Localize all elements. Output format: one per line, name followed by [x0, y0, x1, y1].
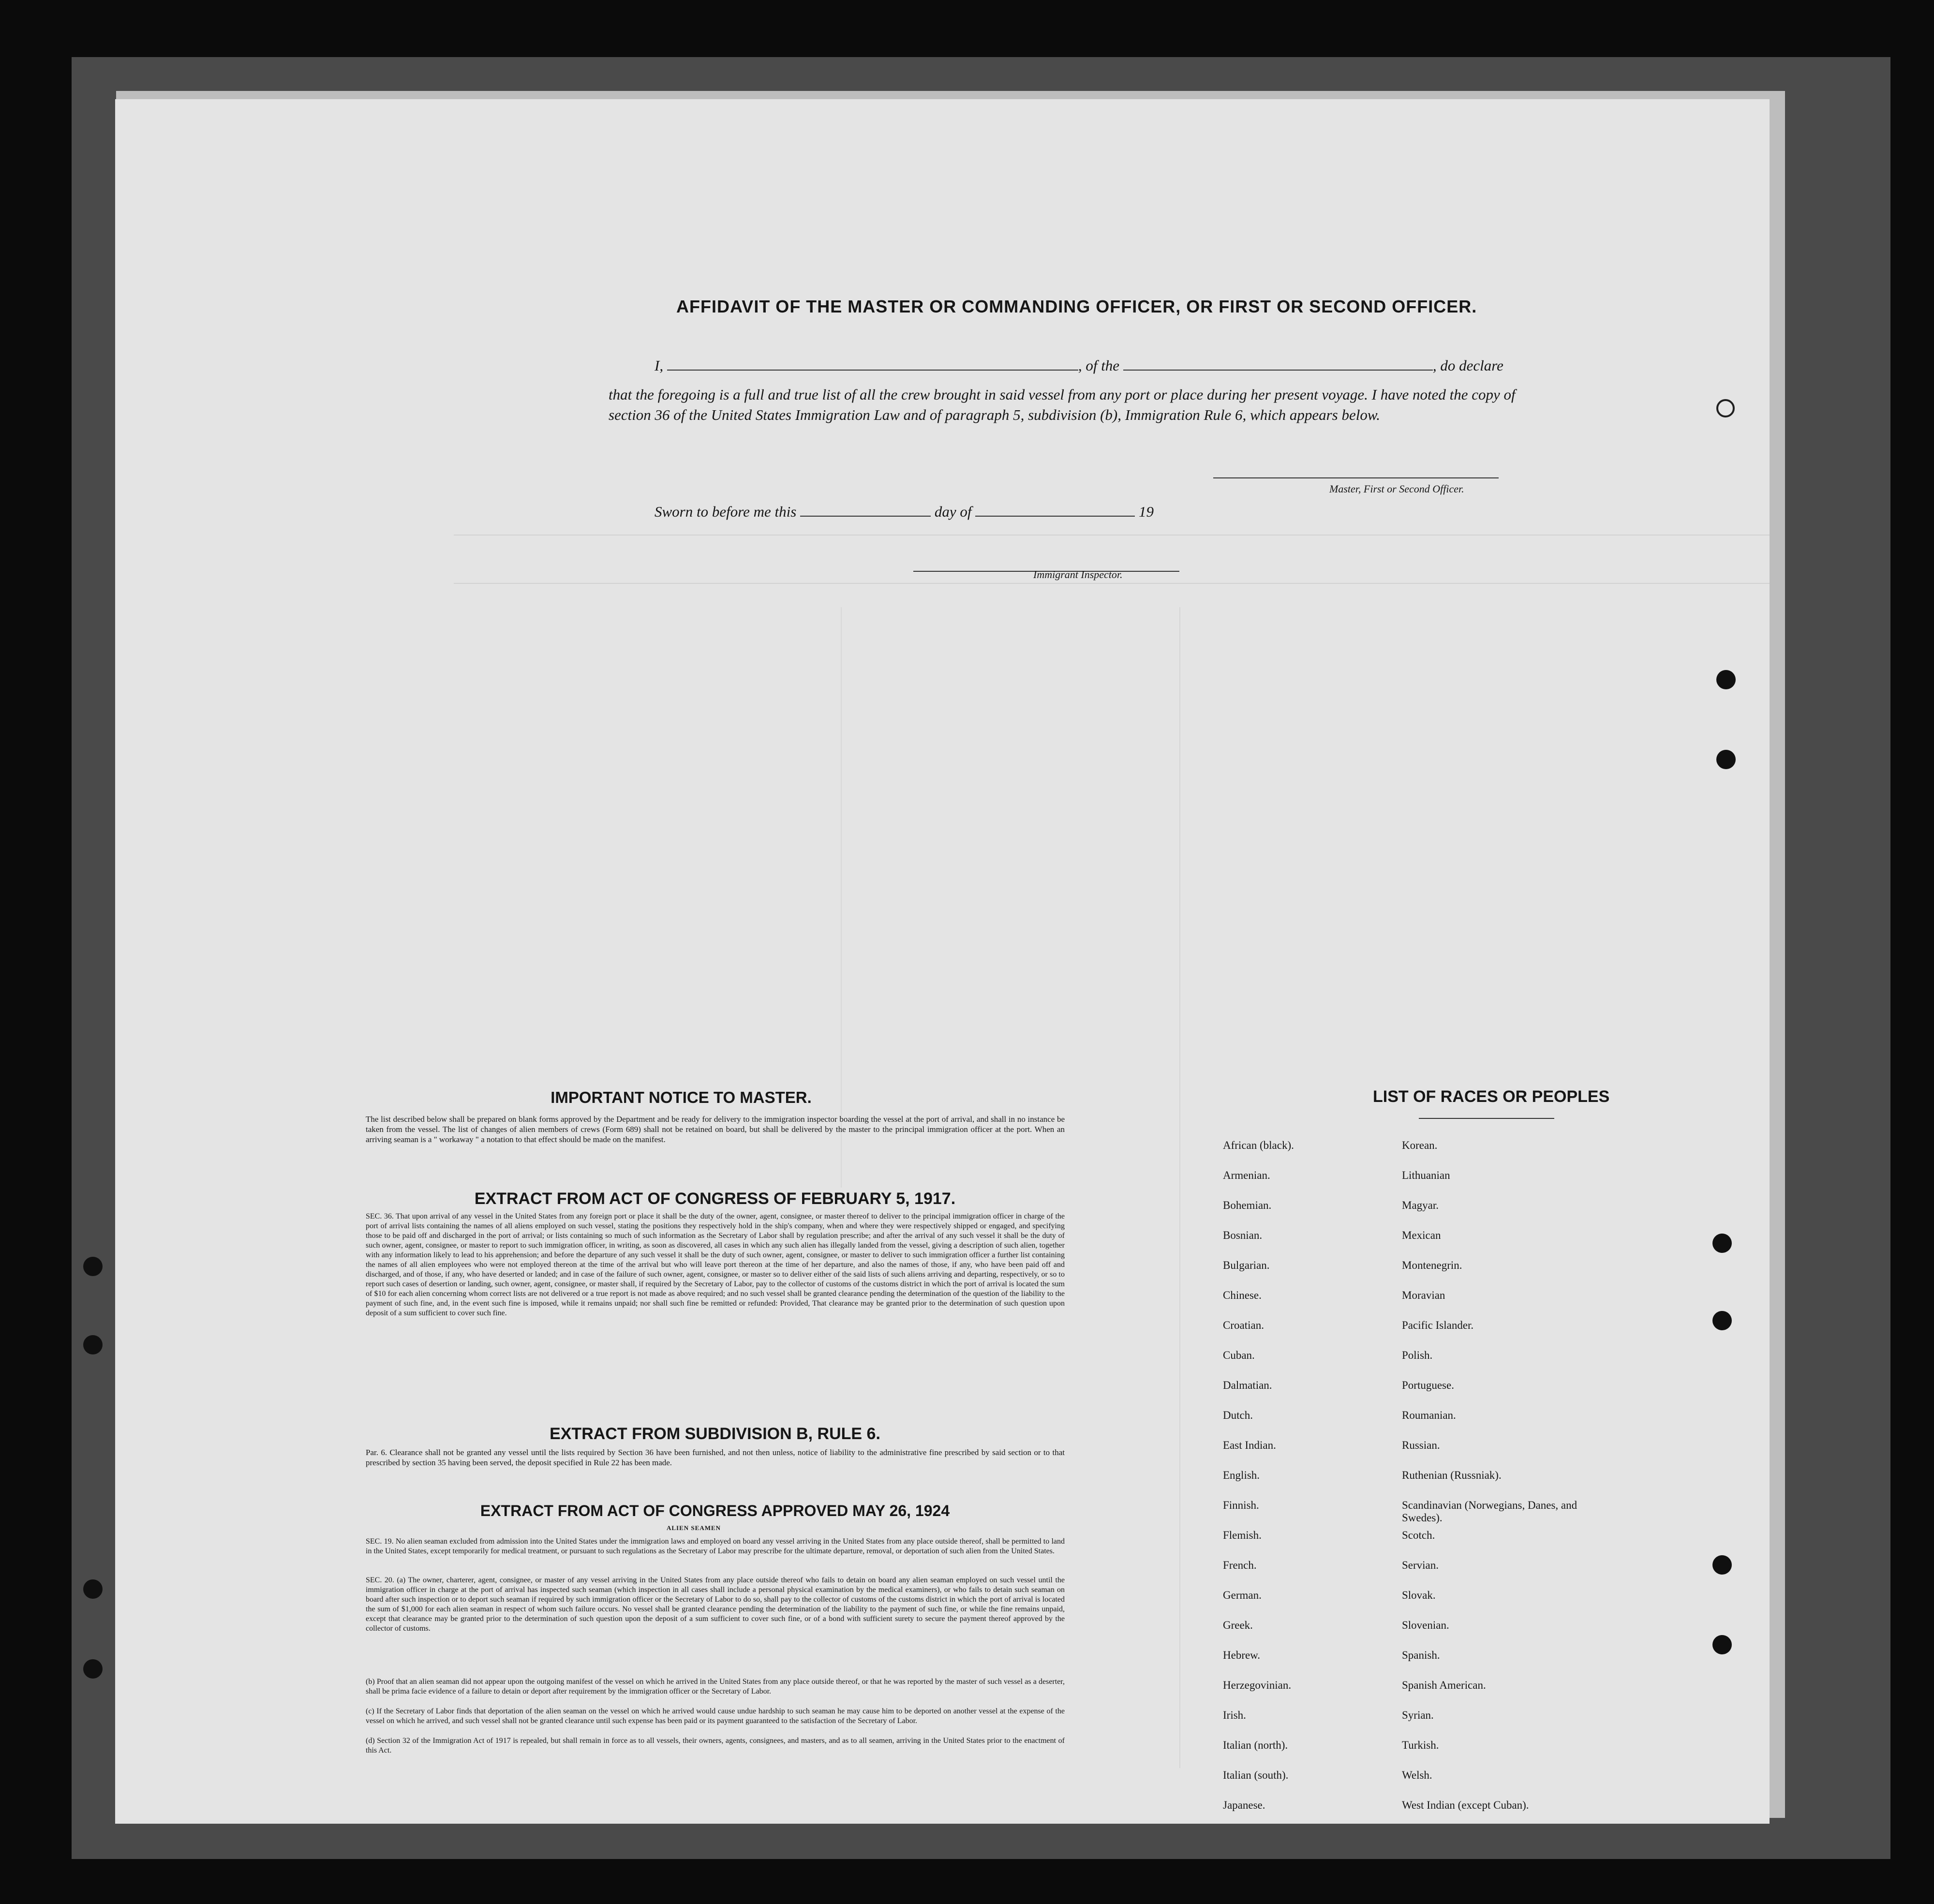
race-item: Bulgarian. [1223, 1259, 1270, 1271]
binder-hole [1716, 750, 1736, 769]
extract-1924-sec20b: (b) Proof that an alien seaman did not appear upon the outgoing manifest of the vessel on which he arrived in the United States from any place outside thereof, or that he was reported by the master of such vessel as a deserter, shall be prima facie evidence of a failure to detain or deport after requirement by the immigration officer or the Secretary of Labor. [366, 1678, 1065, 1696]
race-item: Roumanian. [1402, 1409, 1456, 1421]
race-item: Greek. [1223, 1619, 1253, 1631]
race-item: Dalmatian. [1223, 1379, 1272, 1391]
officer-name-field[interactable] [667, 370, 1078, 371]
race-item: Irish. [1223, 1709, 1246, 1721]
race-item: West Indian (except Cuban). [1402, 1799, 1529, 1811]
race-item: Flemish. [1223, 1529, 1262, 1541]
document-page [115, 99, 1770, 1824]
binder-hole [1716, 670, 1736, 689]
extract-1917-text: SEC. 36. That upon arrival of any vessel in the United States from any foreign port or place it shall be the duty of the owner, agent, consignee, or master thereof to deliver to the principal immigration officer in charge of the port of arrival lists containing the names of all aliens employed on such vessel, stating the positions they respectively hold in the ship's company, when and where they were respectively shipped or engaged, and specifying those to be paid off and discharged in the port of arrival; or lists containing so much of such information as the Secretary of Labor shall by regulation prescribe; and after the arrival of any such vessel it shall be the duty of such owner, agent, consignee, or master to report to such immigration officer, in writing, as soon as discovered, all cases in which any such alien has illegally landed from the vessel, giving a description of such alien, together with any information likely to lead to his apprehension; and before the departure of any such vessel it shall be the duty of such owner, agent, consignee, or master to deliver to such immigration officer a further list containing the names of all alien employees who were not employed thereon at the time of the arrival but who will leave port thereon at the time of her departure, and also the names of those, if any, who have been paid off and discharged, and of those, if any, who have deserted or landed; and in case of the failure of such owner, agent, consignee, or master so to deliver either of the said lists of such aliens arriving and departing, respectively, or so to report such cases of desertion or landing, such owner, agent, consignee, or master shall, if required by the Secretary of Labor, pay to the collector of customs of the customs district in which the port of arrival is located the sum of $10 for each alien concerning whom correct lists are not delivered or a true report is not made as above required; and no such vessel shall be granted clearance pending the determination of the question of the liability to the payment of such fine, and, in the event such fine is imposed, while it remains unpaid; nor shall such fine be remitted or refunded: Provided, That clearance may be granted prior to the determination of such question upon deposit of a sum sufficient to cover such fine. [366, 1212, 1065, 1317]
race-item: English. [1223, 1469, 1260, 1481]
race-item: Korean. [1402, 1139, 1438, 1151]
inspector-label: Immigrant Inspector. [1033, 568, 1123, 580]
race-item: Cuban. [1223, 1349, 1255, 1361]
board-hole [83, 1257, 103, 1276]
race-item: Ruthenian (Russniak). [1402, 1469, 1502, 1481]
board-hole [83, 1579, 103, 1599]
races-title: LIST OF RACES OR PEOPLES [1373, 1087, 1610, 1106]
race-item: Russian. [1402, 1439, 1440, 1451]
race-item: Bohemian. [1223, 1199, 1272, 1211]
race-item: Mexican [1402, 1229, 1441, 1241]
race-item: East Indian. [1223, 1439, 1276, 1451]
declaration-i: I, [655, 357, 664, 374]
race-item: Portuguese. [1402, 1379, 1454, 1391]
notice-title: IMPORTANT NOTICE TO MASTER. [550, 1088, 812, 1106]
extract-1924-subtitle: ALIEN SEAMEN [667, 1524, 721, 1532]
extract-1924-title: EXTRACT FROM ACT OF CONGRESS APPROVED MAY 26, 1924 [480, 1502, 950, 1519]
race-item: African (black). [1223, 1139, 1294, 1151]
race-item: Spanish American. [1402, 1679, 1486, 1691]
extract-1924-sec20d: (d) Section 32 of the Immigration Act of 1917 is repealed, but shall remain in force as to all vessels, their owners, agents, consignees, and masters, and as to all seamen, arriving in the United States prior to the enactment of this Act. [366, 1737, 1065, 1755]
race-item: Polish. [1402, 1349, 1433, 1361]
binder-hole [1716, 399, 1735, 417]
race-item: German. [1223, 1589, 1262, 1601]
races-right-column [1402, 1139, 1605, 1824]
race-item: Herzegovinian. [1223, 1679, 1292, 1691]
race-item: Chinese. [1223, 1289, 1262, 1301]
officer-signature-label: Master, First or Second Officer. [1329, 483, 1464, 495]
sworn-day-field[interactable] [800, 516, 931, 517]
binder-hole [1712, 1234, 1732, 1253]
race-item: Hebrew. [1223, 1649, 1261, 1661]
race-item: French. [1223, 1559, 1257, 1571]
race-item: Moravian [1402, 1289, 1445, 1301]
binder-hole [1712, 1311, 1732, 1330]
race-item: Turkish. [1402, 1739, 1439, 1751]
board-hole [83, 1659, 103, 1679]
board-hole [83, 1335, 103, 1354]
extract-1924-sec20a: SEC. 20. (a) The owner, charterer, agent, consignee, or master of any vessel arriving in the United States from any place outside thereof who fails to detain on board any alien seaman employed on such vessel until the immigration officer in charge at the port of arrival has inspected such seaman (which inspection in all cases shall include a personal physical examination by the medical examiners), or who fails to detain such seaman on board after such inspection or to deport such seaman if required by such immigration officer or the Secretary of Labor to do so, shall pay to the collector of customs of the customs district in which the port of arrival is located the sum of $1,000 for each alien seaman in respect of whom such failure occurs. No vessel shall be granted clearance pending the determination of the liability to the payment of such fine, or while the fine remains unpaid, except that clearance may be granted prior to the determination of such question upon the deposit of a sum sufficient to cover such fine, or of a bond with sufficient surety to secure the payment thereof approved by the collector of customs. [366, 1576, 1065, 1633]
binder-hole [1712, 1635, 1732, 1654]
extract-1924-sec19: SEC. 19. No alien seaman excluded from admission into the United States under the immigration laws and employed on board any vessel arriving in the United States from any place outside thereof, shall be permitted to land in the United States, except temporarily for medical treatment, or pursuant to such regulations as the Secretary of Labor may prescribe for the ultimate departure, removal, or deportation of such alien from the United States. [366, 1537, 1065, 1555]
race-item: Italian (north). [1223, 1739, 1288, 1751]
race-item: Welsh. [1402, 1769, 1432, 1781]
sworn-month-field[interactable] [975, 516, 1135, 517]
race-item: Slovak. [1402, 1589, 1436, 1601]
race-item: Italian (south). [1223, 1769, 1289, 1781]
extract-rule6-title: EXTRACT FROM SUBDIVISION B, RULE 6. [550, 1425, 880, 1443]
race-item: Croatian. [1223, 1319, 1264, 1331]
races-title-rule [1419, 1118, 1554, 1119]
declaration-of: , of the [1078, 357, 1120, 374]
declaration-end: , do declare [1432, 357, 1503, 374]
race-item: Pacific Islander. [1402, 1319, 1474, 1331]
sworn-prefix: Sworn to before me this [655, 503, 797, 520]
extract-1917-title: EXTRACT FROM ACT OF CONGRESS OF FEBRUARY 5, 1917. [474, 1190, 956, 1208]
race-item: Syrian. [1402, 1709, 1434, 1721]
vessel-name-field[interactable] [1123, 370, 1433, 371]
race-item: Armenian. [1223, 1169, 1270, 1181]
race-item: Dutch. [1223, 1409, 1253, 1421]
race-item: Slovenian. [1402, 1619, 1449, 1631]
extract-1924-sec20c: (c) If the Secretary of Labor finds that deportation of the alien seaman on the vessel on which he arrived would cause undue hardship to such seaman he may cause him to be deported on another vessel at the expense of the vessel on which he arrived, and such vessel shall not be granted clearance until such expense has been paid or its payment guaranteed to the satisfaction of the Secretary of Labor. [366, 1707, 1065, 1725]
race-item: Bosnian. [1223, 1229, 1263, 1241]
race-item: Montenegrin. [1402, 1259, 1462, 1271]
officer-signature-line[interactable] [1213, 477, 1499, 478]
race-item: Spanish. [1402, 1649, 1440, 1661]
binder-hole [1712, 1555, 1732, 1575]
race-item: Japanese. [1223, 1799, 1265, 1811]
extract-rule6-text: Par. 6. Clearance shall not be granted any vessel until the lists required by Section 36 have been furnished, and not then unless, notice of liability to the administrative fine prescribed by said section or to that prescribed by section 35 having been served, the deposit specified in Rule 22 has been made. [366, 1448, 1065, 1467]
race-item: Finnish. [1223, 1499, 1259, 1511]
sworn-day-of: day of [934, 503, 972, 520]
affidavit-title: AFFIDAVIT OF THE MASTER OR COMMANDING OFFICER, OR FIRST OR SECOND OFFICER. [676, 297, 1477, 316]
declaration-line [655, 357, 1535, 374]
race-item: Lithuanian [1402, 1169, 1450, 1181]
race-item: Scotch. [1402, 1529, 1435, 1541]
sworn-line [655, 503, 1154, 521]
race-item: Scandinavian (Norwegians, Danes, and Swedes). [1402, 1499, 1577, 1524]
sworn-year: 19 [1138, 503, 1154, 520]
race-item: Magyar. [1402, 1199, 1439, 1211]
declaration-body: that the foregoing is a full and true list of all the crew brought in said vessel from any port or place during her present voyage. I have noted the copy of section 36 of the United States Immigration Law and of paragraph 5, subdivision (b), Immigration Rule 6, which appears below. [609, 386, 1516, 423]
race-item: Servian. [1402, 1559, 1439, 1571]
notice-text: The list described below shall be prepared on blank forms approved by the Department and be ready for delivery to the immigration inspector boarding the vessel at the port of arrival, and shall in no instance be taken from the vessel. The list of changes of alien members of crews (Form 689) shall not be retained on board, but shall be delivered by the master to the principal immigration officer at the port. When an arriving seaman is a " workaway " a notation to that effect should be made on the manifest. [366, 1115, 1065, 1144]
